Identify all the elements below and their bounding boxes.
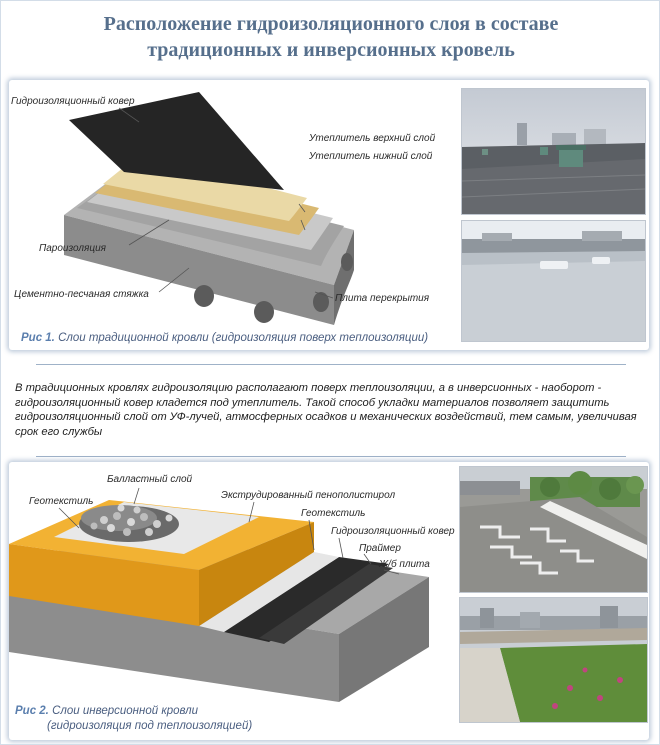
divider-line	[36, 456, 626, 457]
caption-text: Слои инверсионной кровли	[52, 705, 199, 717]
caption-number: Рис 1.	[21, 332, 55, 344]
figure-1-caption	[21, 332, 428, 344]
title-line-2: традиционных и инверсионных кровель	[147, 39, 515, 61]
label-floor-slab: Плита перекрытия	[335, 293, 430, 304]
label-screed: Цементно-песчаная стяжка	[14, 289, 149, 300]
label-geotextile-right: Геотекстиль	[301, 508, 366, 519]
leader-line	[339, 538, 343, 558]
label-insulation-bottom: Утеплитель нижний слой	[309, 151, 433, 162]
explanation-paragraph: В традиционных кровлях гидроизоляцию располагают поверх теплоизоляции, а в инверсионных - наоборот - гидроизоляционный ковер кладется под утеплитель. Такой способ укладки материалов позволяет защитить гидроизоляционный слой от УФ-лучей, атмосферных осадков и механических воздействий, тем самым, увеличивая срок его службы	[15, 382, 637, 438]
label-primer: Праймер	[359, 543, 401, 554]
photo-green-roof	[459, 597, 648, 723]
leader-line	[134, 488, 139, 504]
figure-2-caption-line-2: (гидроизоляция под теплоизоляцией)	[47, 720, 253, 732]
photo-gravel-ballast-roof	[459, 466, 648, 593]
slab-hole	[313, 292, 329, 312]
caption-number: Рис 2.	[15, 705, 49, 717]
caption-text: Слои традиционной кровли (гидроизоляция поверх теплоизоляции)	[58, 332, 429, 344]
slab-hole	[341, 253, 353, 271]
slab-hole	[254, 301, 274, 323]
slab-hole	[194, 285, 214, 307]
page-title	[1, 11, 660, 63]
label-rc-slab: Ж/б плита	[379, 559, 430, 570]
label-geotextile-left: Геотекстиль	[29, 496, 94, 507]
photo-bitumen-roof	[461, 88, 646, 215]
label-vapor-barrier: Пароизоляция	[39, 243, 106, 254]
photo-membrane-roof	[461, 220, 646, 342]
figure-2-caption	[15, 705, 198, 717]
divider-line	[36, 364, 626, 365]
traditional-roof-panel	[9, 80, 649, 350]
label-insulation-top: Утеплитель верхний слой	[309, 133, 436, 144]
title-line-1: Расположение гидроизоляционного слоя в составе	[103, 13, 559, 35]
inverted-roof-panel	[9, 462, 649, 740]
traditional-roof-diagram	[9, 80, 459, 330]
label-ballast: Балластный слой	[107, 474, 193, 485]
label-waterproof-carpet: Гидроизоляционный ковер	[11, 96, 135, 107]
label-xps: Экструдированный пенополистирол	[221, 490, 396, 501]
inverted-roof-diagram	[9, 462, 459, 712]
label-waterproof-carpet: Гидроизоляционный ковер	[331, 526, 455, 537]
